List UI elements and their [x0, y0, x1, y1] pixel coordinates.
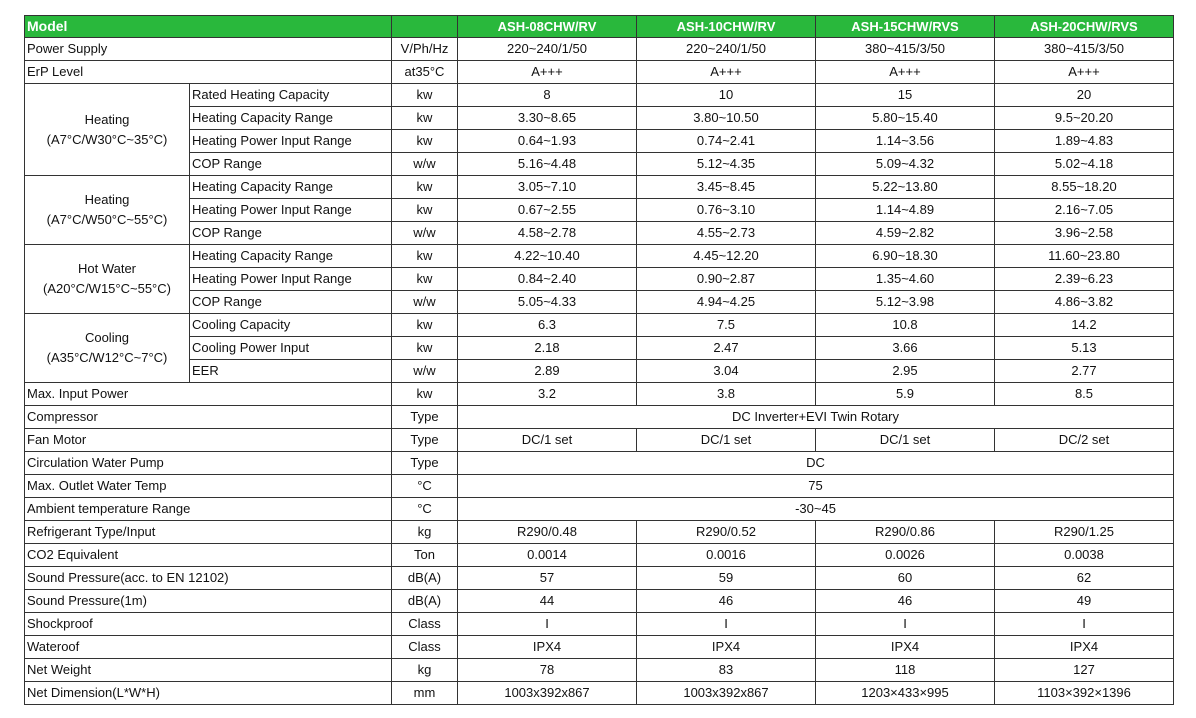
- spec-value: 62: [995, 567, 1174, 590]
- spec-label: Refrigerant Type/Input: [25, 521, 392, 544]
- spec-value: 1.35~4.60: [816, 268, 995, 291]
- spec-row: [25, 567, 1174, 590]
- spec-value: 5.05~4.33: [458, 291, 637, 314]
- spec-row: [25, 521, 1174, 544]
- spec-unit: kw: [392, 176, 458, 199]
- spec-value: 0.0016: [637, 544, 816, 567]
- spec-unit: Class: [392, 636, 458, 659]
- spec-value: 3.45~8.45: [637, 176, 816, 199]
- spec-value: 6.3: [458, 314, 637, 337]
- spec-value: 1003x392x867: [637, 682, 816, 705]
- spec-value: A+++: [816, 61, 995, 84]
- spec-label: Max. Outlet Water Temp: [25, 475, 392, 498]
- spec-unit: kg: [392, 521, 458, 544]
- spec-value: 0.64~1.93: [458, 130, 637, 153]
- spec-value: 5.9: [816, 383, 995, 406]
- spec-value: A+++: [995, 61, 1174, 84]
- spec-row: [25, 406, 1174, 429]
- spec-row: [25, 590, 1174, 613]
- model-header: ASH-08CHW/RV: [458, 16, 637, 38]
- spec-label: Power Supply: [25, 38, 392, 61]
- spec-value: 3.8: [637, 383, 816, 406]
- spec-value: 118: [816, 659, 995, 682]
- spec-row: [25, 383, 1174, 406]
- spec-value: DC/1 set: [816, 429, 995, 452]
- spec-value: 3.96~2.58: [995, 222, 1174, 245]
- spec-unit: mm: [392, 682, 458, 705]
- spec-unit: kw: [392, 337, 458, 360]
- group-condition: (A20°C/W15°C~55°C): [43, 281, 171, 296]
- spec-unit: kw: [392, 107, 458, 130]
- spec-value: 2.16~7.05: [995, 199, 1174, 222]
- spec-value: 4.55~2.73: [637, 222, 816, 245]
- spec-unit: kw: [392, 245, 458, 268]
- spec-label: Cooling Capacity: [190, 314, 392, 337]
- spec-label: COP Range: [190, 222, 392, 245]
- header-row: [25, 16, 1174, 38]
- spec-unit: w/w: [392, 291, 458, 314]
- spec-value: DC/1 set: [458, 429, 637, 452]
- spec-label: Sound Pressure(acc. to EN 12102): [25, 567, 392, 590]
- model-header: ASH-15CHW/RVS: [816, 16, 995, 38]
- spec-row: [25, 429, 1174, 452]
- spec-value: 5.12~4.35: [637, 153, 816, 176]
- spec-value: 0.0026: [816, 544, 995, 567]
- spec-value: 4.86~3.82: [995, 291, 1174, 314]
- spec-value: 2.47: [637, 337, 816, 360]
- spec-value: 57: [458, 567, 637, 590]
- spec-value: 8.5: [995, 383, 1174, 406]
- spec-label: Max. Input Power: [25, 383, 392, 406]
- spec-value: DC Inverter+EVI Twin Rotary: [458, 406, 1174, 429]
- spec-unit: Class: [392, 613, 458, 636]
- spec-label: Heating Power Input Range: [190, 130, 392, 153]
- spec-unit: dB(A): [392, 567, 458, 590]
- spec-label: ErP Level: [25, 61, 392, 84]
- spec-unit: Type: [392, 406, 458, 429]
- spec-label: Heating Capacity Range: [190, 176, 392, 199]
- spec-row: [25, 84, 1174, 107]
- spec-value: 4.94~4.25: [637, 291, 816, 314]
- spec-value: A+++: [637, 61, 816, 84]
- model-header-label: Model: [25, 16, 392, 38]
- spec-row: [25, 452, 1174, 475]
- spec-unit: °C: [392, 498, 458, 521]
- spec-value: 220~240/1/50: [637, 38, 816, 61]
- spec-value: 1.89~4.83: [995, 130, 1174, 153]
- spec-value: 3.05~7.10: [458, 176, 637, 199]
- spec-label: Fan Motor: [25, 429, 392, 452]
- spec-value: R290/0.86: [816, 521, 995, 544]
- spec-value: A+++: [458, 61, 637, 84]
- spec-row: [25, 337, 1174, 360]
- spec-value: 44: [458, 590, 637, 613]
- spec-value: 83: [637, 659, 816, 682]
- spec-row: [25, 291, 1174, 314]
- group-label-heating2: [25, 176, 190, 245]
- group-label-cooling: [25, 314, 190, 383]
- spec-value: 15: [816, 84, 995, 107]
- spec-value: 49: [995, 590, 1174, 613]
- spec-value: DC/2 set: [995, 429, 1174, 452]
- spec-value: 220~240/1/50: [458, 38, 637, 61]
- spec-unit: w/w: [392, 222, 458, 245]
- spec-row: [25, 61, 1174, 84]
- spec-value: 46: [816, 590, 995, 613]
- spec-row: [25, 613, 1174, 636]
- group-title: Heating: [84, 192, 130, 207]
- spec-row: [25, 245, 1174, 268]
- spec-label: COP Range: [190, 153, 392, 176]
- model-header: ASH-10CHW/RV: [637, 16, 816, 38]
- spec-value: 8: [458, 84, 637, 107]
- spec-value: R290/1.25: [995, 521, 1174, 544]
- spec-label: COP Range: [190, 291, 392, 314]
- spec-value: 0.74~2.41: [637, 130, 816, 153]
- spec-label: Circulation Water Pump: [25, 452, 392, 475]
- spec-label: EER: [190, 360, 392, 383]
- spec-value: 5.80~15.40: [816, 107, 995, 130]
- spec-value: 9.5~20.20: [995, 107, 1174, 130]
- spec-value: 78: [458, 659, 637, 682]
- spec-value: 0.0038: [995, 544, 1174, 567]
- spec-value: 0.67~2.55: [458, 199, 637, 222]
- spec-value: DC: [458, 452, 1174, 475]
- spec-unit: at35°C: [392, 61, 458, 84]
- spec-value: 1.14~3.56: [816, 130, 995, 153]
- spec-value: DC/1 set: [637, 429, 816, 452]
- spec-value: I: [637, 613, 816, 636]
- spec-unit: kw: [392, 130, 458, 153]
- spec-row: [25, 636, 1174, 659]
- spec-unit: w/w: [392, 153, 458, 176]
- spec-unit: kw: [392, 199, 458, 222]
- spec-unit: Ton: [392, 544, 458, 567]
- spec-value: 7.5: [637, 314, 816, 337]
- spec-unit: w/w: [392, 360, 458, 383]
- spec-value: 3.2: [458, 383, 637, 406]
- spec-value: 380~415/3/50: [995, 38, 1174, 61]
- spec-value: R290/0.48: [458, 521, 637, 544]
- group-condition: (A7°C/W50°C~55°C): [46, 212, 168, 227]
- spec-value: -30~45: [458, 498, 1174, 521]
- spec-unit: kw: [392, 383, 458, 406]
- spec-value: 0.90~2.87: [637, 268, 816, 291]
- spec-label: Heating Power Input Range: [190, 268, 392, 291]
- spec-value: IPX4: [637, 636, 816, 659]
- spec-label: Heating Capacity Range: [190, 245, 392, 268]
- spec-value: 0.76~3.10: [637, 199, 816, 222]
- model-header: ASH-20CHW/RVS: [995, 16, 1174, 38]
- spec-value: 11.60~23.80: [995, 245, 1174, 268]
- spec-value: 3.30~8.65: [458, 107, 637, 130]
- spec-label: Heating Power Input Range: [190, 199, 392, 222]
- spec-value: 59: [637, 567, 816, 590]
- spec-value: 0.0014: [458, 544, 637, 567]
- spec-value: 4.22~10.40: [458, 245, 637, 268]
- spec-label: Heating Capacity Range: [190, 107, 392, 130]
- spec-value: I: [995, 613, 1174, 636]
- spec-row: [25, 544, 1174, 567]
- spec-value: 5.12~3.98: [816, 291, 995, 314]
- spec-value: IPX4: [458, 636, 637, 659]
- spec-unit: Type: [392, 429, 458, 452]
- spec-row: [25, 153, 1174, 176]
- spec-value: 4.58~2.78: [458, 222, 637, 245]
- spec-unit: °C: [392, 475, 458, 498]
- spec-value: 380~415/3/50: [816, 38, 995, 61]
- spec-label: Shockproof: [25, 613, 392, 636]
- spec-value: 1203×433×995: [816, 682, 995, 705]
- spec-value: 8.55~18.20: [995, 176, 1174, 199]
- spec-value: 4.59~2.82: [816, 222, 995, 245]
- spec-value: 3.80~10.50: [637, 107, 816, 130]
- spec-label: Wateroof: [25, 636, 392, 659]
- spec-row: [25, 176, 1174, 199]
- spec-value: I: [458, 613, 637, 636]
- spec-label: Compressor: [25, 406, 392, 429]
- spec-row: [25, 130, 1174, 153]
- spec-unit: kw: [392, 268, 458, 291]
- group-title: Hot Water: [77, 261, 137, 276]
- spec-row: [25, 38, 1174, 61]
- spec-label: Rated Heating Capacity: [190, 84, 392, 107]
- group-title: Heating: [84, 111, 130, 127]
- spec-value: 10: [637, 84, 816, 107]
- spec-label: Sound Pressure(1m): [25, 590, 392, 613]
- group-title: Cooling: [84, 330, 130, 345]
- spec-value: 2.89: [458, 360, 637, 383]
- spec-value: 14.2: [995, 314, 1174, 337]
- spec-value: 0.84~2.40: [458, 268, 637, 291]
- spec-row: [25, 222, 1174, 245]
- group-label-hotwater: [25, 245, 190, 314]
- group-label-heating1: [25, 84, 190, 176]
- spec-table: [24, 15, 1174, 705]
- spec-value: 5.09~4.32: [816, 153, 995, 176]
- spec-row: [25, 498, 1174, 521]
- spec-row: [25, 360, 1174, 383]
- spec-unit: kw: [392, 314, 458, 337]
- spec-value: 46: [637, 590, 816, 613]
- spec-value: 2.77: [995, 360, 1174, 383]
- spec-unit: kw: [392, 84, 458, 107]
- spec-value: R290/0.52: [637, 521, 816, 544]
- unit-header-cell: [392, 16, 458, 38]
- spec-unit: kg: [392, 659, 458, 682]
- spec-value: IPX4: [816, 636, 995, 659]
- spec-value: 2.95: [816, 360, 995, 383]
- spec-value: 60: [816, 567, 995, 590]
- spec-value: 6.90~18.30: [816, 245, 995, 268]
- spec-value: 2.39~6.23: [995, 268, 1174, 291]
- spec-label: Net Weight: [25, 659, 392, 682]
- spec-value: 20: [995, 84, 1174, 107]
- spec-value: 5.22~13.80: [816, 176, 995, 199]
- spec-unit: Type: [392, 452, 458, 475]
- spec-label: Cooling Power Input: [190, 337, 392, 360]
- spec-value: 2.18: [458, 337, 637, 360]
- spec-row: [25, 475, 1174, 498]
- spec-row: [25, 659, 1174, 682]
- spec-value: I: [816, 613, 995, 636]
- spec-value: 3.66: [816, 337, 995, 360]
- group-condition: (A7°C/W30°C~35°C): [46, 131, 168, 147]
- spec-value: 5.02~4.18: [995, 153, 1174, 176]
- spec-unit: V/Ph/Hz: [392, 38, 458, 61]
- spec-value: 1.14~4.89: [816, 199, 995, 222]
- spec-label: CO2 Equivalent: [25, 544, 392, 567]
- spec-row: [25, 314, 1174, 337]
- spec-unit: dB(A): [392, 590, 458, 613]
- spec-row: [25, 682, 1174, 705]
- spec-row: [25, 199, 1174, 222]
- spec-row: [25, 107, 1174, 130]
- spec-value: 1003x392x867: [458, 682, 637, 705]
- spec-value: 3.04: [637, 360, 816, 383]
- spec-value: 10.8: [816, 314, 995, 337]
- group-condition: (A35°C/W12°C~7°C): [46, 350, 168, 365]
- spec-value: 1103×392×1396: [995, 682, 1174, 705]
- spec-label: Ambient temperature Range: [25, 498, 392, 521]
- spec-value: 75: [458, 475, 1174, 498]
- spec-value: 127: [995, 659, 1174, 682]
- spec-label: Net Dimension(L*W*H): [25, 682, 392, 705]
- spec-value: 5.13: [995, 337, 1174, 360]
- spec-row: [25, 268, 1174, 291]
- spec-value: 5.16~4.48: [458, 153, 637, 176]
- spec-value: IPX4: [995, 636, 1174, 659]
- spec-value: 4.45~12.20: [637, 245, 816, 268]
